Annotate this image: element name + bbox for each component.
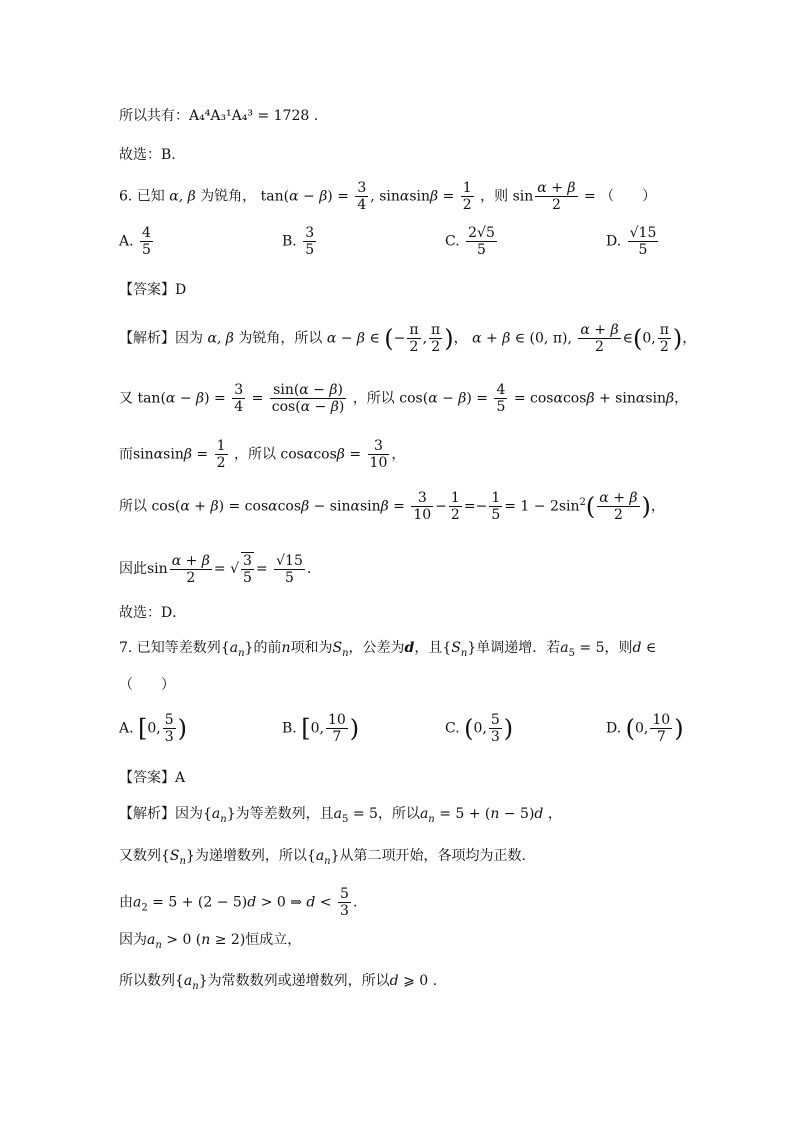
q6-stem: 6. 已知 α, β 为锐角， tan(α − β) = $\frac{3}{4}$ , sinαsinβ = $\frac{1}{2}$ ，则 sin $\frac{\alpha + \beta}{2}$ = （ ） (119, 180, 657, 213)
text: （ ） (119, 677, 175, 693)
text: 为常数数列或递增数列，所以 (207, 973, 390, 989)
text: 恒成立， (245, 932, 302, 948)
text: ，则 (480, 188, 509, 205)
q7-paren (119, 675, 175, 695)
q7-sol-1: 【解析】因为$\{a_n\}$为等差数列，且$a_5 = 5$，所以$a_n = 5 + (n - 5)d$ ， (119, 806, 562, 825)
text: ，所以 (233, 446, 276, 463)
q7-sol-3: 由$a_2 = 5 + (2 - 5)d > 0$ ⇒ d < $\frac{5}{3}$ . (119, 886, 358, 919)
text: 由 (119, 894, 133, 911)
text: 为递增数列，所以 (194, 848, 307, 864)
q6-option-a: A. $\frac{4}{5}$ (119, 225, 151, 258)
q7-stem: 7. 已知等差数列$\{a_n\}$的前n项和为$S_n$，公差为d，且$\{S_n\}$单调递增．若$a_5 = 5$，则d ∈ (119, 640, 657, 659)
text: 为锐角， (200, 188, 257, 205)
text: 项和为 (290, 640, 333, 656)
text: 而 (119, 446, 133, 463)
q6-option-d: D. $\frac{√15}{5}$ (606, 225, 657, 258)
option-letter: D. (606, 233, 622, 250)
line-total (119, 106, 318, 126)
q6-answer (119, 280, 186, 300)
option-letter: D. (606, 720, 622, 737)
q6-sol-3: 而sinαsinβ = $\frac{1}{2}$ ，所以 cosαcosβ = $\frac{3}{10}$ ， (119, 438, 406, 471)
q7-answer (119, 768, 185, 788)
q6-sol-1: 【解析】因为 α, β 为锐角，所以 α − β ∈ (− $\frac{\pi}{2}$ , $\frac{\pi}{2}$ )， α + β ∈ (0, π), $\frac{\alpha + \beta}{2}$ ∈(0, $\frac{\pi}{2}$ )， (119, 322, 697, 355)
text: 故选：D． (119, 605, 187, 621)
text: 的前 (253, 640, 282, 656)
option-letter: A. (119, 233, 134, 250)
text: 所以共有：A₄⁴A₃¹A₄³ = 1728 . (119, 108, 319, 124)
q7-sol-4: 因为$a_n > 0$ (n ≥ 2)恒成立， (119, 932, 302, 951)
q7-sol-2: 又数列$\{S_n\}$为递增数列，所以$\{a_n\}$从第二项开始，各项均为正数. (119, 848, 526, 867)
q6-sol-4: 所以 cos(α + β) = cosαcosβ − sinαsinβ = $\frac{3}{10}$ − $\frac{1}{2}$ =− $\frac{1}{5}$ = $1 - 2\sin^2$( $\frac{\alpha + \beta}{2}$ )， (119, 490, 665, 523)
text: ，公差为 (348, 640, 405, 656)
option-letter: B. (282, 233, 297, 250)
text: = （ ） (583, 188, 657, 205)
text: 为等差数列，且 (235, 806, 334, 822)
text: 从第二项开始，各项均为正数. (339, 848, 526, 864)
text: 因为 (119, 932, 147, 948)
text: 又 (119, 390, 133, 407)
text: 又数列 (119, 848, 161, 864)
text: 为锐角，所以 (238, 330, 323, 347)
text: 【解析】因为 (119, 806, 203, 822)
text: ，所以 (352, 390, 395, 407)
q7-option-b: B. [0, $\frac{10}{7}$ ) (282, 712, 360, 745)
text: ，则 (604, 640, 633, 656)
line-choice-b (119, 145, 176, 165)
q6-sol-2: 又 tan(α − β) = $\frac{3}{4}$ = $\frac{\sin(\alpha - \beta)}{\cos(\alpha - \beta)}$ ，所以 cos(α − β) = $\frac{4}{5}$ = cosαcosβ + sinαsinβ， (119, 382, 689, 415)
q6-option-c: C. $\frac{2√5}{5}$ (445, 225, 495, 258)
option-letter: A. (119, 720, 134, 737)
text: 单调递增．若 (476, 640, 561, 656)
text: ，且 (414, 640, 443, 656)
answer-label: 【答案】D (119, 282, 187, 298)
option-letter: C. (445, 233, 460, 250)
text: 6. 已知 (119, 188, 165, 205)
q7-option-a: A. [0, $\frac{5}{3}$ ) (119, 712, 188, 745)
q7-option-d: D. (0, $\frac{10}{7}$ ) (606, 712, 684, 745)
text: ，所以 (377, 806, 420, 822)
q6-pick (119, 603, 186, 623)
text: 故选：B. (119, 147, 176, 163)
option-letter: B. (282, 720, 297, 737)
q6-sol-5: 因此sin $\frac{\alpha + \beta}{2}$ = √ $\frac{3}{5}$ = $\frac{√15}{5}$ . (119, 552, 312, 586)
q7-option-c: C. (0, $\frac{5}{3}$ ) (445, 712, 514, 745)
text: 【解析】因为 (119, 330, 203, 347)
option-letter: C. (445, 720, 460, 737)
text: 所以 (119, 498, 147, 515)
q7-sol-5: 所以数列$\{a_n\}$为常数数列或递增数列，所以d ⩾ 0 . (119, 973, 438, 992)
text: 因此 (119, 561, 147, 577)
q6-option-b: B. $\frac{3}{5}$ (282, 225, 315, 258)
text: 所以数列 (119, 973, 175, 989)
text: 7. 已知等差数列 (119, 640, 221, 656)
answer-label: 【答案】A (119, 770, 186, 786)
